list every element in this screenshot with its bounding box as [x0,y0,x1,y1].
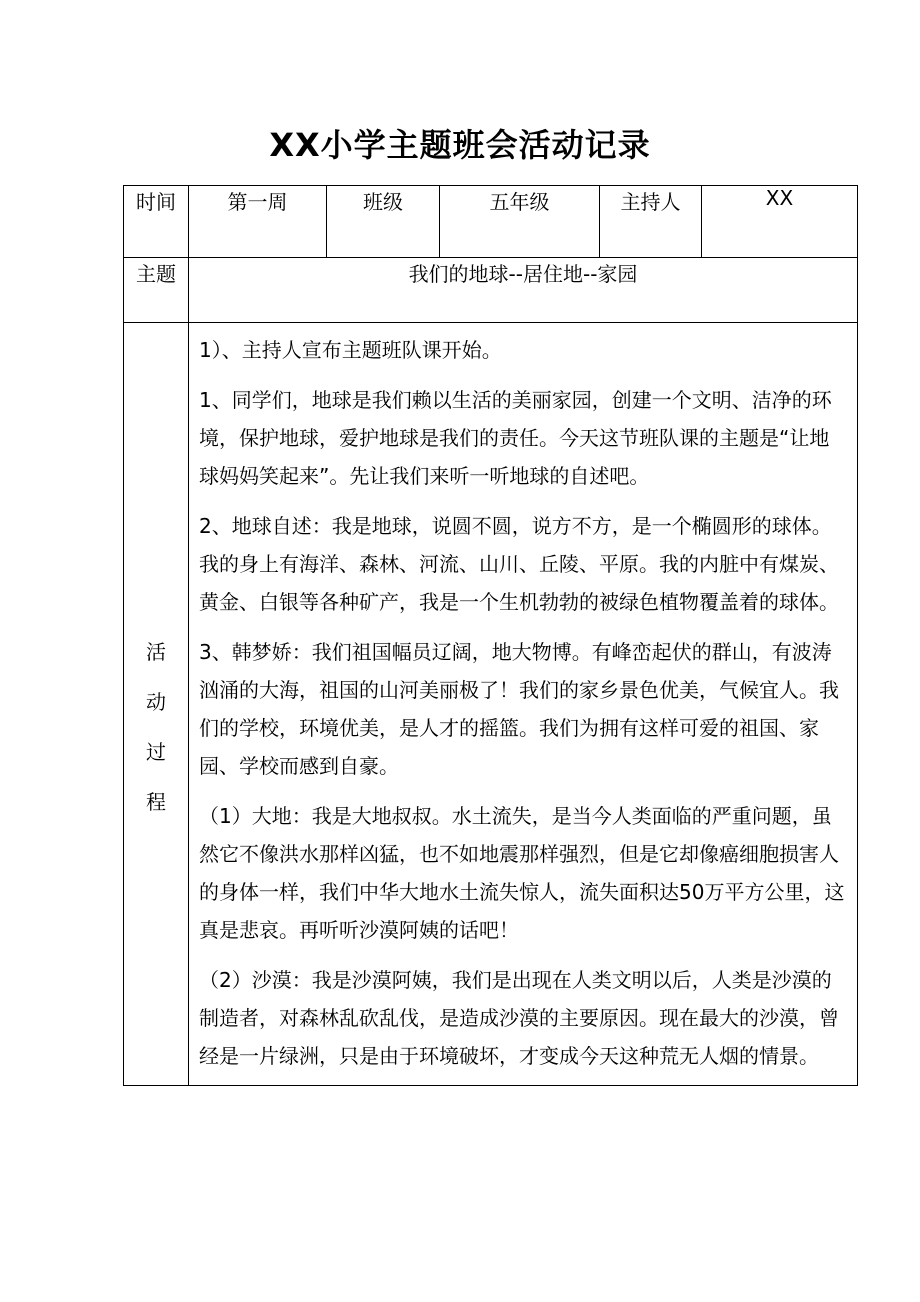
process-paragraph: 1）、主持人宣布主题班队课开始。 [199,338,502,362]
process-label [124,323,189,1086]
topic-value: 我们的地球--居住地--家园 [189,258,858,323]
process-paragraph: 2、地球自述：我是地球，说圆不圆，说方不方，是一个椭圆形的球体。我的身上有海洋、森林、河流、山川、丘陵、平原。我的内脏中有煤炭、黄金、白银等各种矿产，我是一个生机勃勃的被绿色植物覆盖着的球体。 [199,514,839,614]
page-title: XX小学主题班会活动记录 [269,126,651,164]
process-label-char: 动 [146,690,166,714]
class-label: 班级 [327,186,440,258]
topic-label: 主题 [124,258,189,323]
time-value: 第一周 [189,186,327,258]
class-value: 五年级 [440,186,600,258]
process-content [189,323,858,1086]
activity-record-table [123,185,858,1086]
process-label-char: 活 [146,640,166,664]
process-paragraph: （2）沙漠：我是沙漠阿姨，我们是出现在人类文明以后，人类是沙漠的制造者，对森林乱砍乱伐，是造成沙漠的主要原因。现在最大的沙漠，曾经是一片绿洲，只是由于环境破坏，才变成今天这种荒无人烟的情景。 [199,968,839,1068]
time-label: 时间 [124,186,189,258]
host-label: 主持人 [600,186,702,258]
process-row [124,323,858,1086]
process-paragraph: 3、韩梦娇：我们祖国幅员辽阔，地大物博。有峰峦起伏的群山，有波涛汹涌的大海，祖国的山河美丽极了！我们的家乡景色优美，气候宜人。我们的学校，环境优美，是人才的摇篮。我们为拥有这样可爱的祖国、家园、学校而感到自豪。 [199,640,839,778]
header-row [124,186,858,258]
process-label-char: 过 [146,740,166,764]
process-label-char: 程 [146,790,166,814]
process-paragraph: （1）大地：我是大地叔叔。水土流失，是当今人类面临的严重问题，虽然它不像洪水那样凶猛，也不如地震那样强烈，但是它却像癌细胞损害人的身体一样，我们中华大地水土流失惊人，流失面积达50万平方公里，这真是悲哀。再听听沙漠阿姨的话吧！ [199,804,845,942]
host-value: XX [702,186,858,258]
topic-row [124,258,858,323]
process-paragraph: 1、同学们，地球是我们赖以生活的美丽家园，创建一个文明、洁净的环境，保护地球，爱护地球是我们的责任。今天这节班队课的主题是“让地球妈妈笑起来”。先让我们来听一听地球的自述吧。 [199,388,832,488]
